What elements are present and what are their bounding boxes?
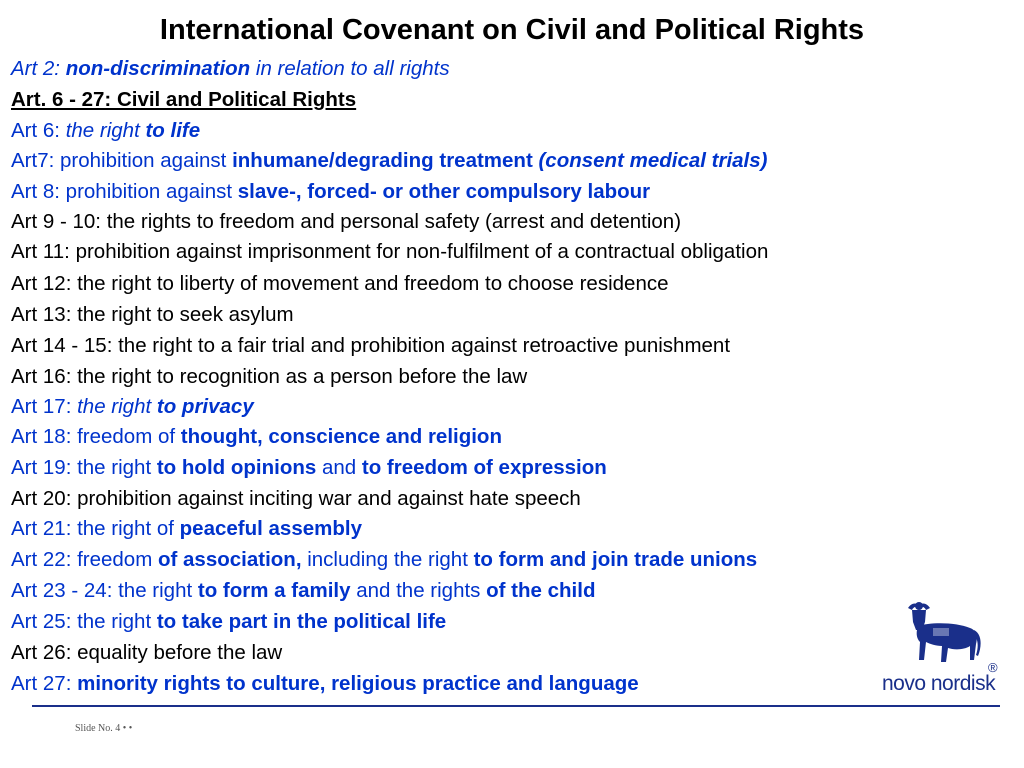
article-line xyxy=(11,548,757,572)
article-text-segment: Art 13: the right to seek asylum xyxy=(11,303,294,326)
article-text-segment: to form and join trade unions xyxy=(473,548,758,571)
article-line xyxy=(11,672,639,696)
article-text-segment: Art 26: equality before the law xyxy=(11,641,283,664)
article-text-segment: of the child xyxy=(486,579,596,602)
article-text-segment: to freedom of expression xyxy=(361,456,607,479)
article-line xyxy=(11,395,254,419)
article-text-segment: Art 14 - 15: the right to a fair trial and prohibition against retroactive punishment xyxy=(11,334,731,357)
article-line xyxy=(11,517,362,541)
slide-title: International Covenant on Civil and Political Rights xyxy=(159,14,865,46)
article-line xyxy=(11,425,502,449)
article-line xyxy=(11,456,607,480)
article-text-segment: Art 12: the right to liberty of movement and freedom to choose residence xyxy=(11,272,669,295)
article-line xyxy=(11,57,450,81)
article-text-segment: to take part in the political life xyxy=(156,610,447,633)
article-text-segment: Art 20: prohibition against inciting war and against hate speech xyxy=(11,487,581,510)
slide-number: Slide No. 4 • • xyxy=(75,723,133,734)
article-line xyxy=(11,303,294,327)
article-text-segment: Art 23 - 24: the right xyxy=(11,579,198,602)
article-text-segment: Art. 6 - 27: Civil and Political Rights xyxy=(11,88,357,111)
article-text-segment: Art 19: the right xyxy=(11,456,157,479)
article-text-segment: Art 21: the right of xyxy=(11,517,180,540)
article-line xyxy=(11,180,650,204)
article-text-segment: to life xyxy=(145,119,201,142)
article-text-segment: the right xyxy=(77,395,157,418)
article-line xyxy=(11,334,730,358)
article-text-segment: Art 18: freedom of xyxy=(11,425,181,448)
article-line xyxy=(11,365,527,389)
article-line xyxy=(11,610,446,634)
article-text-segment: Art 8: prohibition against xyxy=(11,180,238,203)
article-text-segment: Art 11: prohibition against imprisonment for non-fulfilment of a contractual obligation xyxy=(11,240,769,263)
registered-mark: ® xyxy=(988,660,998,675)
brand-wordmark: novo nordisk xyxy=(882,672,996,695)
article-text-segment: to privacy xyxy=(156,395,254,418)
article-text-segment: Art 22: freedom xyxy=(11,548,158,571)
article-text-segment: Art 25: the right xyxy=(11,610,157,633)
article-text-segment: slave-, forced- or other compulsory labour xyxy=(237,180,651,203)
article-text-segment: and the rights xyxy=(350,579,487,602)
article-text-segment: to form a family xyxy=(197,579,351,602)
article-line xyxy=(11,149,767,173)
article-text-segment: in relation to all rights xyxy=(250,57,450,80)
article-text-segment: Art 17: xyxy=(11,395,78,418)
article-line xyxy=(11,210,681,234)
article-text-segment: Art 6: xyxy=(11,119,66,142)
article-text-segment: and xyxy=(316,456,362,479)
article-text-segment: Art 2: xyxy=(11,57,66,80)
article-text-segment: peaceful assembly xyxy=(179,517,362,540)
article-text-segment: the right xyxy=(65,119,146,142)
article-line xyxy=(11,641,282,665)
article-line xyxy=(11,272,669,296)
article-line xyxy=(11,88,356,112)
article-text-segment: Art 16: the right to recognition as a person before the law xyxy=(11,365,528,388)
article-text-segment: of association, xyxy=(157,548,302,571)
article-text-segment: thought, conscience and religion xyxy=(180,425,502,448)
article-text-segment: inhumane/degrading treatment xyxy=(232,149,539,172)
article-text-segment: Art 27: xyxy=(11,672,78,695)
article-text-segment: (consent medical trials) xyxy=(538,149,768,172)
article-text-segment: including the right xyxy=(301,548,474,571)
article-line xyxy=(11,240,768,264)
article-line xyxy=(11,119,200,143)
footer-divider xyxy=(32,705,1000,707)
article-text-segment: minority rights to culture, religious practice and language xyxy=(77,672,639,695)
article-text-segment: non-discrimination xyxy=(65,57,251,80)
article-text-segment: to hold opinions xyxy=(156,456,317,479)
article-text-segment: Art7: prohibition against xyxy=(11,149,233,172)
article-line xyxy=(11,487,581,511)
article-line xyxy=(11,579,595,603)
article-text-segment: Art 9 - 10: the rights to freedom and personal safety (arrest and detention) xyxy=(11,210,682,233)
